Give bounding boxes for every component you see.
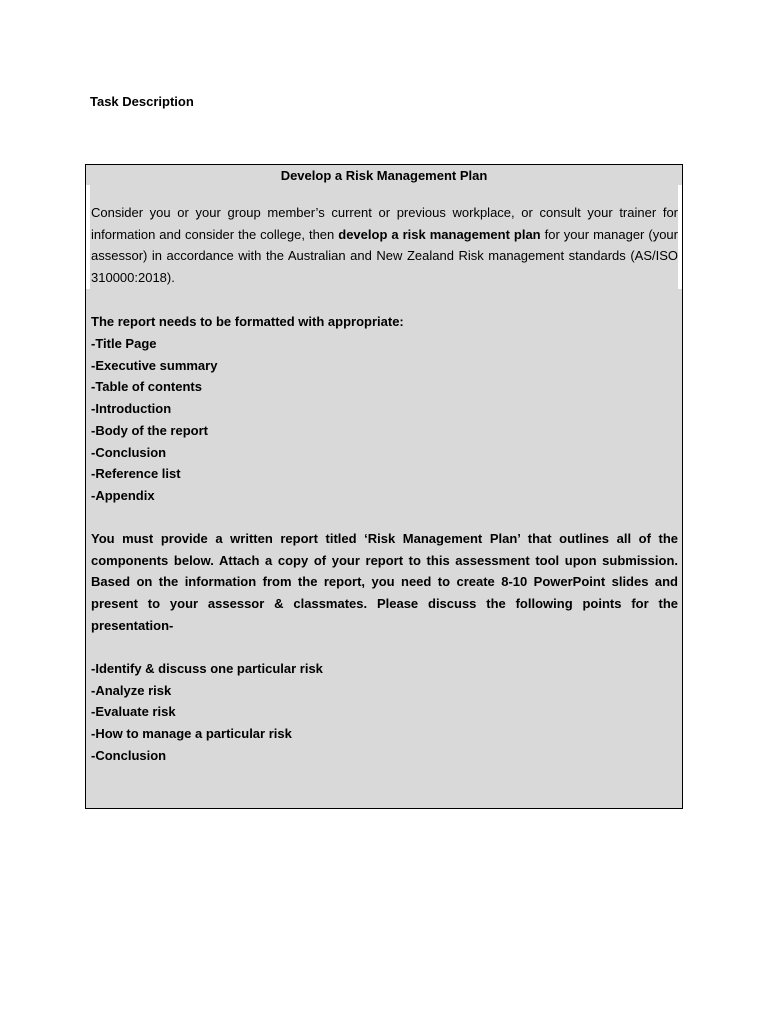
intro-text-part1: Consider you or your group member’s current or previous workplace, or consult your trainer for information and consider the college, then <box>91 205 678 242</box>
format-item: -Reference list <box>91 466 181 482</box>
format-item: -Appendix <box>91 487 155 503</box>
format-item: -Title Page <box>91 336 157 351</box>
presentation-point: -How to manage a particular risk <box>91 726 292 742</box>
format-heading: The report needs to be formatted with appropriate: <box>91 314 404 329</box>
intro-text-part2: for your manager (your assessor) in accordance with the Australian and New Zealand Risk management standards (AS/ISO 310000:2018). <box>91 226 678 286</box>
task-title: Develop a Risk Management Plan <box>280 168 488 183</box>
presentation-point: -Conclusion <box>91 747 167 763</box>
format-item: -Introduction <box>91 401 172 417</box>
instructions-paragraph: You must provide a written report titled ‘Risk Management Plan’ that outlines all of the components below. Attach a copy of your report to this assessment tool upon submission. Based on the information from the report, you need to create 8-10 PowerPoint slides and present to your assessor & classmates. Please discuss the following points for the presentation- <box>91 531 678 633</box>
task-description-box <box>85 164 683 809</box>
presentation-point: -Evaluate risk <box>91 704 176 720</box>
intro-paragraph <box>91 202 678 289</box>
page-heading: Task Description <box>90 94 194 109</box>
intro-text-bold: develop a risk management plan <box>338 226 541 242</box>
presentation-point: -Analyze risk <box>91 682 172 698</box>
presentation-point: -Identify & discuss one particular risk <box>91 661 323 676</box>
format-item: -Executive summary <box>91 357 218 373</box>
presentation-points-list <box>91 658 323 767</box>
right-margin-strip <box>678 185 682 289</box>
format-item: -Conclusion <box>91 444 167 460</box>
format-item: -Table of contents <box>91 379 202 395</box>
format-item: -Body of the report <box>91 422 208 438</box>
format-list <box>91 333 217 507</box>
left-margin-strip <box>86 185 90 289</box>
